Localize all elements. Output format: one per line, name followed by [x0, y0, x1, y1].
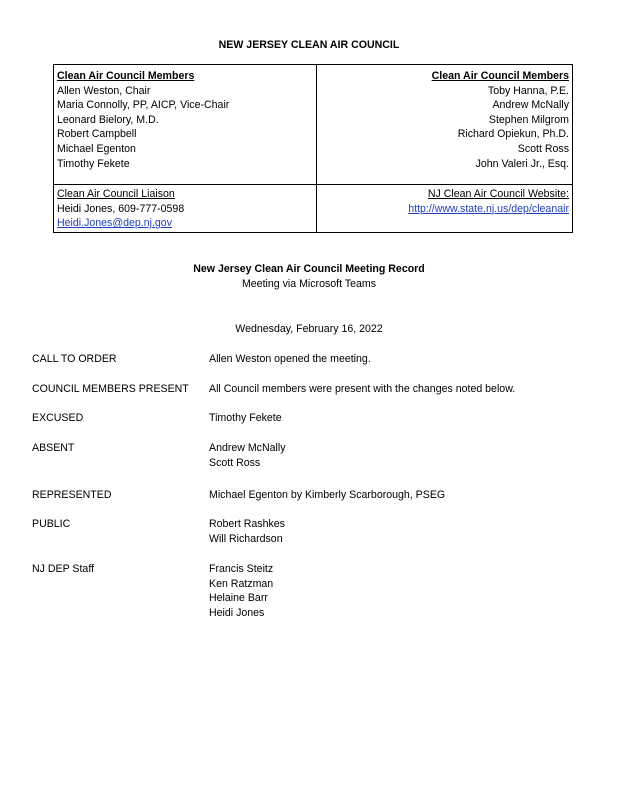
member-name: Timothy Fekete	[57, 157, 130, 170]
member-name: John Valeri Jr., Esq.	[475, 157, 569, 170]
record-label: REPRESENTED	[32, 489, 112, 501]
meeting-title: New Jersey Clean Air Council Meeting Record	[193, 263, 425, 275]
record-value-line: Francis Steitz	[209, 563, 274, 575]
members-left-cell	[57, 69, 312, 171]
members-table	[53, 64, 573, 233]
meeting-heading	[0, 262, 618, 291]
record-label: PUBLIC	[32, 518, 71, 530]
document-title: NEW JERSEY CLEAN AIR COUNCIL	[218, 39, 400, 51]
meeting-date: Wednesday, February 16, 2022	[235, 323, 383, 335]
record-value	[209, 562, 273, 620]
member-name: Stephen Milgrom	[488, 113, 569, 126]
member-name: Andrew McNally	[492, 99, 569, 112]
record-value-line: Scott Ross	[209, 456, 261, 469]
record-value-line: Robert Rashkes	[209, 518, 285, 530]
record-value	[209, 488, 445, 503]
member-name: Michael Egenton	[57, 142, 136, 155]
member-name: Richard Opiekun, Ph.D.	[457, 128, 569, 141]
liaison-cell	[57, 187, 312, 231]
record-value	[209, 382, 515, 397]
record-value-line: Allen Weston opened the meeting.	[209, 353, 371, 365]
member-name: Allen Weston, Chair	[57, 84, 151, 97]
record-value-line: Ken Ratzman	[209, 577, 274, 590]
record-value-line: Heidi Jones	[209, 606, 265, 619]
members-right-cell	[314, 69, 569, 171]
website-cell	[314, 187, 569, 216]
record-value-line: Helaine Barr	[209, 592, 268, 605]
website-header: NJ Clean Air Council Website:	[427, 188, 569, 200]
record-value	[209, 352, 371, 367]
member-name: Scott Ross	[517, 142, 569, 155]
record-value	[209, 411, 282, 426]
record-value-line: Timothy Fekete	[209, 412, 282, 424]
record-value-line: All Council members were present with the changes noted below.	[209, 383, 516, 395]
record-label: NJ DEP Staff	[32, 563, 95, 575]
members-right-header: Clean Air Council Members	[431, 70, 569, 82]
member-name: Toby Hanna, P.E.	[487, 84, 569, 97]
record-label: EXCUSED	[32, 412, 84, 424]
meeting-subtitle: Meeting via Microsoft Teams	[241, 277, 377, 290]
record-label: CALL TO ORDER	[32, 353, 117, 365]
record-label: COUNCIL MEMBERS PRESENT	[32, 383, 189, 395]
record-label: ABSENT	[32, 442, 75, 454]
member-name: Robert Campbell	[57, 128, 137, 141]
member-name: Leonard Bielory, M.D.	[57, 113, 159, 126]
liaison-contact: Heidi Jones, 609-777-0598	[57, 202, 185, 215]
website-link[interactable]: http://www.state.nj.us/dep/cleanair	[408, 202, 569, 215]
liaison-header: Clean Air Council Liaison	[57, 188, 175, 200]
liaison-email-link[interactable]: Heidi.Jones@dep.nj.gov	[57, 217, 172, 230]
record-value	[209, 441, 286, 470]
record-value	[209, 517, 285, 546]
record-value-line: Michael Egenton by Kimberly Scarborough, PSEG	[209, 489, 446, 501]
table-divider-horizontal	[54, 184, 572, 185]
member-name: Maria Connolly, PP, AICP, Vice-Chair	[57, 99, 230, 112]
record-value-line: Andrew McNally	[209, 442, 286, 454]
record-value-line: Will Richardson	[209, 532, 283, 545]
members-left-header: Clean Air Council Members	[57, 70, 195, 82]
